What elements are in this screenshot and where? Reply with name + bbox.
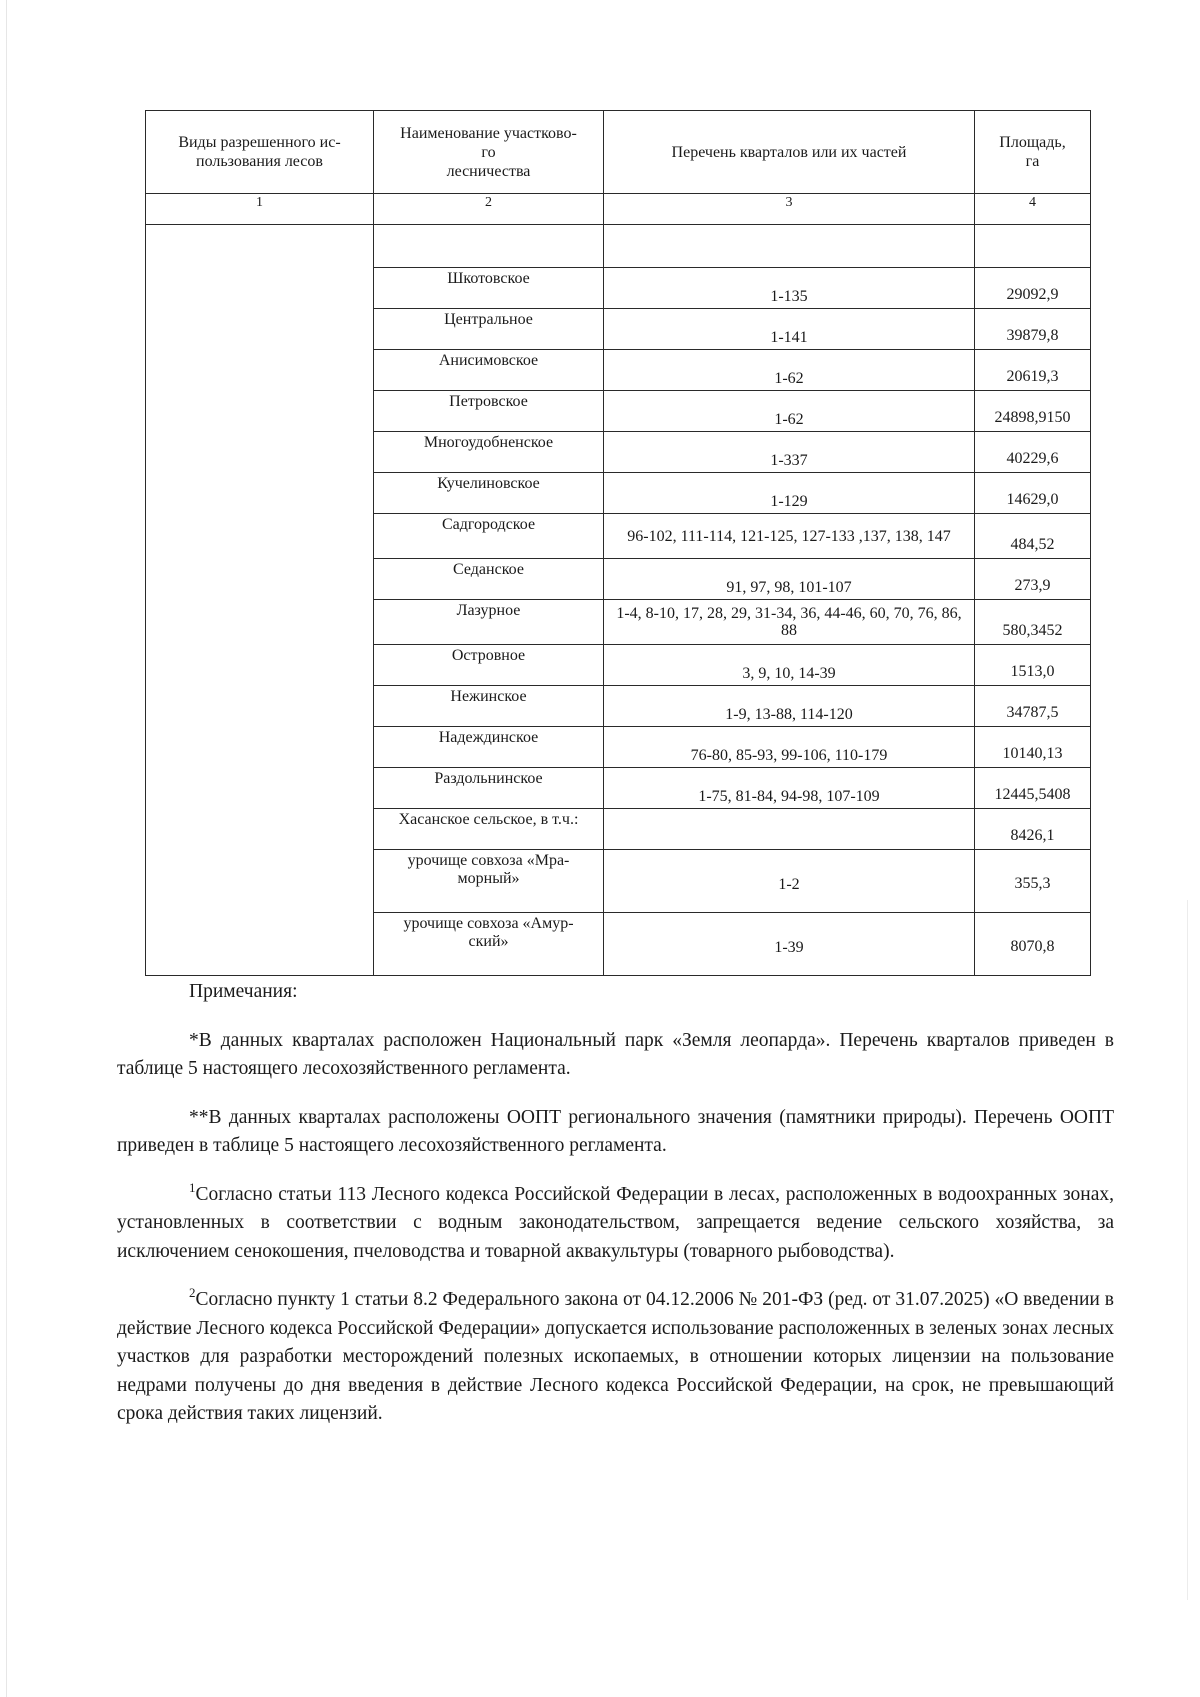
area: 24898,9150: [975, 391, 1091, 432]
quarters: 91, 97, 98, 101-107: [604, 559, 975, 600]
forestry-name: Лазурное: [374, 600, 604, 645]
quarters: 3, 9, 10, 14-39: [604, 645, 975, 686]
area: 8070,8: [975, 913, 1091, 976]
scan-edge-left: [6, 0, 7, 1697]
forestry-name: Нежинское: [374, 686, 604, 727]
quarters: 1-141: [604, 309, 975, 350]
area: 14629,0: [975, 473, 1091, 514]
quarters: 1-39: [604, 913, 975, 976]
note-paragraph-footnote-2: [117, 1286, 1114, 1429]
forestry-name: Раздольнинское: [374, 768, 604, 809]
area: 355,3: [975, 850, 1091, 913]
area: 29092,9: [975, 268, 1091, 309]
note-paragraph: *В данных кварталах расположен Национальный парк «Земля леопарда». Перечень кварталов приведен в таблице 5 настоящего лесохозяйственного регламента.: [117, 1029, 1114, 1079]
forestry-name: урочище совхоза «Мра- морный»: [374, 850, 604, 913]
column-number: 1: [146, 194, 374, 225]
forestry-name: Островное: [374, 645, 604, 686]
area: 20619,3: [975, 350, 1091, 391]
quarters: 1-62: [604, 391, 975, 432]
footnote-marker: 1: [189, 1179, 196, 1195]
forestry-name: Петровское: [374, 391, 604, 432]
forestry-name: урочище совхоза «Амур- ский»: [374, 913, 604, 976]
column-number: 4: [975, 194, 1091, 225]
table-row-blank: [146, 225, 1091, 268]
column-number: 3: [604, 194, 975, 225]
forestry-name: Надеждинское: [374, 727, 604, 768]
area: 10140,13: [975, 727, 1091, 768]
quarters: [604, 809, 975, 850]
quarters: 1-4, 8-10, 17, 28, 29, 31-34, 36, 44-46, 60, 70, 76, 86, 88: [604, 600, 975, 645]
forestry-name: Многоудобненское: [374, 432, 604, 473]
quarters: 1-9, 13-88, 114-120: [604, 686, 975, 727]
forestry-name: Садгородское: [374, 514, 604, 559]
area: 39879,8: [975, 309, 1091, 350]
note-text: Согласно статьи 113 Лесного кодекса Российской Федерации в лесах, расположенных в водоохранных зонах, установленных в соответствии с водным законодательством, запрещается ведение сельского хозяйства, за исключением сенокошения, пчеловодства и товарной аквакультуры (товарного рыбоводства).: [117, 1183, 1114, 1262]
area: 580,3452: [975, 600, 1091, 645]
area: 40229,6: [975, 432, 1091, 473]
quarters: 1-2: [604, 850, 975, 913]
quarters: 1-75, 81-84, 94-98, 107-109: [604, 768, 975, 809]
area: 34787,5: [975, 686, 1091, 727]
header-forestry-name: Наименование участково- го лесничества: [374, 111, 604, 194]
quarters: 1-337: [604, 432, 975, 473]
column-number: 2: [374, 194, 604, 225]
header-use-type: Виды разрешенного ис- пользования лесов: [146, 111, 374, 194]
table-header-row: [146, 111, 1091, 194]
scan-edge-right: [1187, 900, 1188, 1600]
quarters: 76-80, 85-93, 99-106, 110-179: [604, 727, 975, 768]
header-quarters-list: Перечень кварталов или их частей: [604, 111, 975, 194]
notes-section: [117, 978, 1114, 1449]
forestry-name: Центральное: [374, 309, 604, 350]
forest-use-table: [145, 110, 1091, 976]
empty-cell: [604, 225, 975, 268]
notes-title: Примечания:: [189, 981, 298, 1002]
forestry-name: Шкотовское: [374, 268, 604, 309]
empty-cell: [975, 225, 1091, 268]
area: 8426,1: [975, 809, 1091, 850]
area: 12445,5408: [975, 768, 1091, 809]
quarters: 96-102, 111-114, 121-125, 127-133 ,137, 138, 147: [604, 514, 975, 559]
note-paragraph: **В данных кварталах расположены ООПТ регионального значения (памятники природы). Перечень ООПТ приведен в таблице 5 настоящего лесохозяйственного регламента.: [117, 1106, 1114, 1156]
forestry-name: Седанское: [374, 559, 604, 600]
empty-cell: [374, 225, 604, 268]
forestry-name: Анисимовское: [374, 350, 604, 391]
note-paragraph-footnote-1: [117, 1181, 1114, 1267]
forestry-name: Хасанское сельское, в т.ч.:: [374, 809, 604, 850]
use-type-cell: [146, 225, 374, 976]
quarters: 1-62: [604, 350, 975, 391]
forestry-name: Кучелиновское: [374, 473, 604, 514]
area: 484,52: [975, 514, 1091, 559]
column-number-row: [146, 194, 1091, 225]
header-area: Площадь, га: [975, 111, 1091, 194]
area: 273,9: [975, 559, 1091, 600]
quarters: 1-129: [604, 473, 975, 514]
area: 1513,0: [975, 645, 1091, 686]
quarters: 1-135: [604, 268, 975, 309]
footnote-marker: 2: [189, 1285, 196, 1300]
note-text: Согласно пункту 1 статьи 8.2 Федерального закона от 04.12.2006 № 201-ФЗ (ред. от 31.07.2025) «О введении в действие Лесного кодекса Российской Федерации» допускается использование расположенных в зеленых зонах лесных участков для разработки месторождений полезных ископаемых, в отношении которых лицензии на пользование недрами получены до дня введения в действие Лесного кодекса Российской Федерации, на срок, не превышающий срока действия таких лицензий.: [117, 1289, 1114, 1424]
